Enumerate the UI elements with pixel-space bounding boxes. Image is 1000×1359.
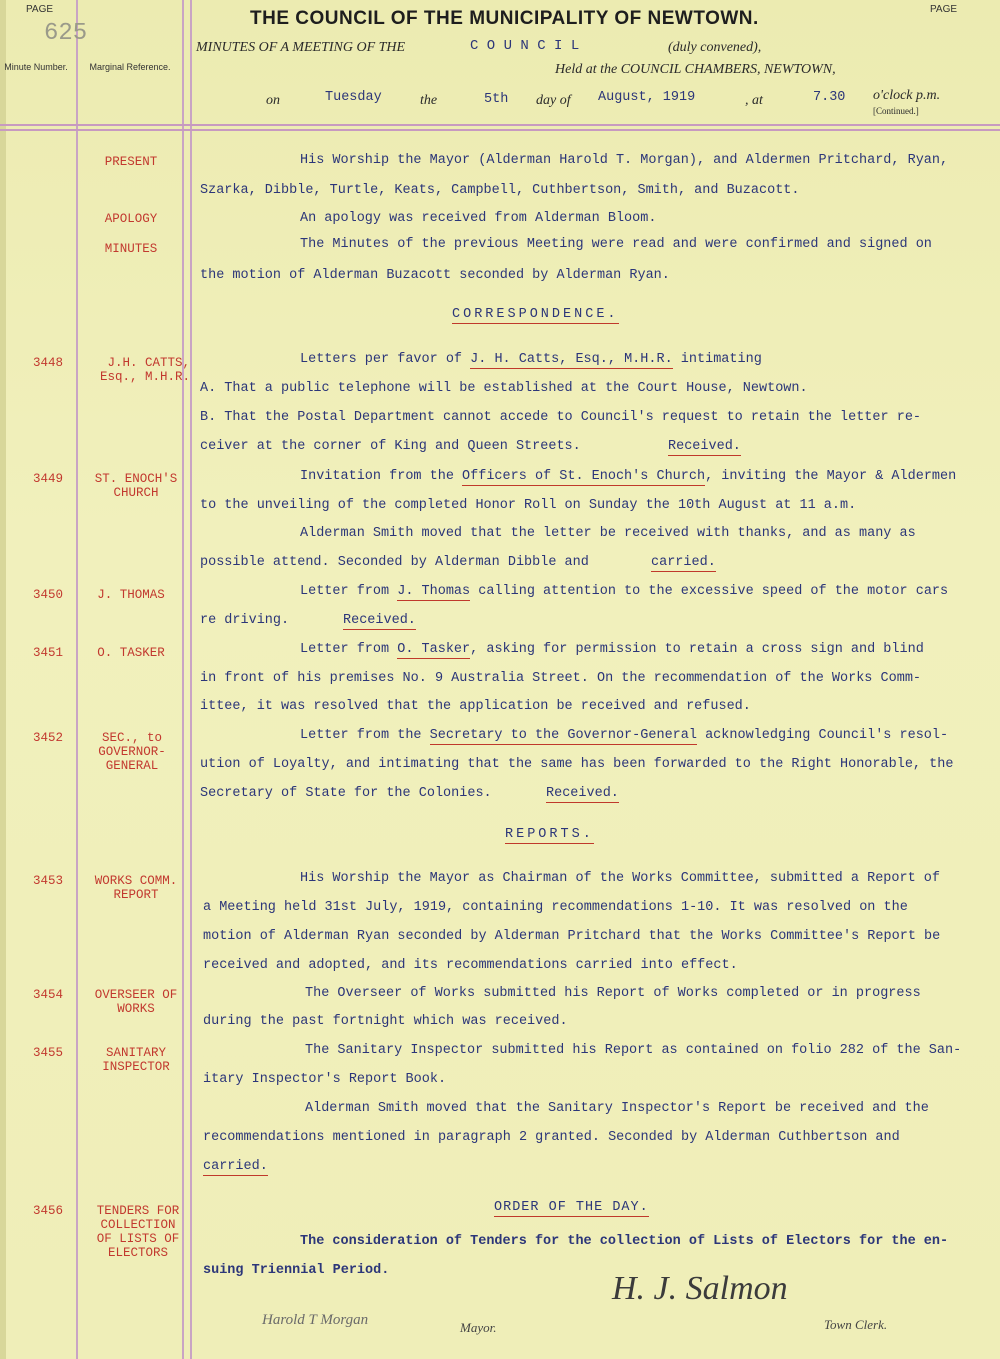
- e3448-received: Received.: [668, 439, 741, 454]
- minute-number-3450: 3450: [32, 588, 63, 602]
- e3451-line-2: in front of his premises No. 9 Australia Street. On the recommendation of the Works Comm-: [200, 671, 922, 686]
- e3452-sender: Secretary to the Governor-General: [429, 728, 697, 743]
- e3455-line-3: Alderman Smith moved that the Sanitary Inspector's Report be received and the: [305, 1101, 929, 1116]
- e3454-line-1: The Overseer of Works submitted his Report of Works completed or in progress: [305, 986, 921, 1001]
- duly-convened-label: (duly convened),: [668, 40, 762, 55]
- e3455-line-1: The Sanitary Inspector submitted his Report as contained on folio 282 of the San-: [305, 1043, 962, 1058]
- e3448-addressee: J. H. Catts, Esq., M.H.R.: [470, 352, 673, 367]
- minute-number-3448: 3448: [32, 356, 63, 370]
- mayor-signature: Harold T Morgan: [262, 1312, 369, 1328]
- e3452-line-2: ution of Loyalty, and intimating that the same has been forwarded to the Right Honorable, the: [200, 757, 954, 772]
- e3450-received: Received.: [343, 613, 416, 628]
- ref-3448: J.H. CATTS, Esq., M.H.R.: [99, 356, 190, 384]
- e3455-line-4: recommendations mentioned in paragraph 2 granted. Seconded by Alderman Cuthbertson and: [203, 1130, 900, 1145]
- e3448-line-4: ceiver at the corner of King and Queen Streets.: [200, 439, 581, 454]
- apology-line-1: An apology was received from Alderman Bloom.: [300, 211, 657, 226]
- page-number: 625: [44, 20, 88, 47]
- e3451-line-3: ittee, it was resolved that the application be received and refused.: [200, 699, 751, 714]
- minute-number-rule: [76, 0, 78, 1359]
- meeting-date: 5th: [484, 92, 509, 107]
- continued-label: [Continued.]: [873, 106, 919, 116]
- marginal-reference-rule-2: [190, 0, 192, 1359]
- page-label-left: PAGE: [26, 4, 54, 15]
- e3448-line-1: Letters per favor of J. H. Catts, Esq., M.H.R. intimating: [300, 352, 762, 367]
- ref-3454: OVERSEER OF WORKS: [94, 988, 178, 1016]
- order-of-the-day-heading: ORDER OF THE DAY.: [494, 1200, 649, 1215]
- meeting-month-year: August, 1919: [598, 90, 696, 105]
- minute-number-3452: 3452: [32, 731, 63, 745]
- header-rule: [0, 124, 1000, 126]
- meeting-time: 7.30: [813, 90, 846, 105]
- e3448-line-3: B. That the Postal Department cannot accede to Council's request to retain the letter re-: [200, 410, 922, 425]
- ref-3450: J. THOMAS: [97, 588, 165, 602]
- e3449-line-3: Alderman Smith moved that the letter be received with thanks, and as many as: [300, 526, 916, 541]
- present-line-1: His Worship the Mayor (Alderman Harold T. Morgan), and Aldermen Pritchard, Ryan,: [300, 153, 949, 168]
- day-of-label: day of: [536, 93, 571, 108]
- page-label-right: PAGE: [930, 4, 958, 15]
- town-clerk-signature: H. J. Salmon: [612, 1270, 788, 1307]
- e3448-line-2: A. That a public telephone will be established at the Court House, Newtown.: [200, 381, 808, 396]
- ref-present: PRESENT: [104, 155, 158, 169]
- e3453-line-2: a Meeting held 31st July, 1919, containing recommendations 1-10. It was resolved on the: [203, 900, 908, 915]
- marginal-reference-label: Marginal Reference.: [89, 62, 171, 72]
- ref-3451: O. TASKER: [97, 646, 165, 660]
- e3456-line-2: suing Triennial Period.: [203, 1263, 390, 1278]
- e3450-line-1: Letter from J. Thomas calling attention to the excessive speed of the motor cars: [300, 584, 949, 599]
- e3452-line-3: Secretary of State for the Colonies.: [200, 786, 492, 801]
- e3452-received: Received.: [546, 786, 619, 801]
- e3456-line-1: The consideration of Tenders for the collection of Lists of Electors for the en-: [300, 1234, 949, 1249]
- e3453-line-3: motion of Alderman Ryan seconded by Alderman Pritchard that the Works Committee's Report be: [203, 929, 941, 944]
- e3451-sender: O. Tasker: [397, 642, 471, 657]
- minute-number-3454: 3454: [32, 988, 63, 1002]
- e3450-line-2: re driving.: [200, 613, 290, 628]
- ref-3456: TENDERS FOR COLLECTION OF LISTS OF ELECTORS: [96, 1204, 180, 1260]
- minute-number-3456: 3456: [32, 1204, 63, 1218]
- held-at-label: Held at the COUNCIL CHAMBERS, NEWTOWN,: [555, 62, 836, 77]
- present-line-2: Szarka, Dibble, Turtle, Keats, Campbell, Cuthbertson, Smith, and Buzacott.: [200, 183, 800, 198]
- e3449-line-1: Invitation from the Officers of St. Enoch's Church, inviting the Mayor & Aldermen: [300, 469, 957, 484]
- the-label: the: [420, 93, 438, 108]
- minute-number-3453: 3453: [32, 874, 63, 888]
- minutes-line-2: the motion of Alderman Buzacott seconded by Alderman Ryan.: [200, 268, 670, 283]
- ref-minutes: MINUTES: [104, 242, 158, 256]
- e3449-sender: Officers of St. Enoch's Church: [462, 469, 706, 484]
- ref-3449: ST. ENOCH'S CHURCH: [94, 472, 178, 500]
- minute-number-3455: 3455: [32, 1046, 63, 1060]
- ref-3455: SANITARY INSPECTOR: [102, 1046, 170, 1074]
- minutes-of-label: MINUTES OF A MEETING OF THE: [196, 40, 406, 55]
- e3449-line-2: to the unveiling of the completed Honor Roll on Sunday the 10th August at 11 a.m.: [200, 498, 857, 513]
- meeting-type: C O U N C I L: [470, 38, 580, 54]
- e3453-line-1: His Worship the Mayor as Chairman of the Works Committee, submitted a Report of: [300, 871, 941, 886]
- meeting-day: Tuesday: [325, 90, 382, 105]
- correspondence-heading: CORRESPONDENCE.: [452, 307, 619, 322]
- page-title: THE COUNCIL OF THE MUNICIPALITY OF NEWTOWN.: [250, 8, 759, 29]
- minute-number-label: Minute Number.: [4, 62, 68, 72]
- ref-3453: WORKS COMM. REPORT: [94, 874, 178, 902]
- marginal-reference-rule: [182, 0, 184, 1359]
- e3453-line-4: received and adopted, and its recommendations carried into effect.: [203, 958, 738, 973]
- e3451-line-1: Letter from O. Tasker, asking for permission to retain a cross sign and blind: [300, 642, 924, 657]
- on-label: on: [266, 93, 280, 108]
- ref-apology: APOLOGY: [104, 212, 158, 226]
- header-rule-2: [0, 129, 1000, 131]
- page-edge: [0, 0, 6, 1359]
- e3454-line-2: during the past fortnight which was received.: [203, 1014, 568, 1029]
- reports-heading: REPORTS.: [505, 827, 594, 842]
- e3449-carried: carried.: [651, 555, 716, 570]
- e3455-carried: carried.: [203, 1159, 268, 1174]
- town-clerk-label: Town Clerk.: [824, 1317, 888, 1332]
- oclock-label: o'clock p.m.: [873, 88, 941, 103]
- e3450-sender: J. Thomas: [397, 584, 471, 599]
- at-label: , at: [745, 93, 763, 108]
- e3449-line-4: possible attend. Seconded by Alderman Dibble and: [200, 555, 589, 570]
- minutes-line-1: The Minutes of the previous Meeting were read and were confirmed and signed on: [300, 237, 932, 252]
- e3452-line-1: Letter from the Secretary to the Governor-General acknowledging Council's resol-: [300, 728, 949, 743]
- ref-3452: SEC., to GOVERNOR-GENERAL: [98, 731, 166, 773]
- minute-number-3449: 3449: [32, 472, 63, 486]
- mayor-label: Mayor.: [460, 1320, 497, 1335]
- minute-number-3451: 3451: [32, 646, 63, 660]
- e3455-line-2: itary Inspector's Report Book.: [203, 1072, 447, 1087]
